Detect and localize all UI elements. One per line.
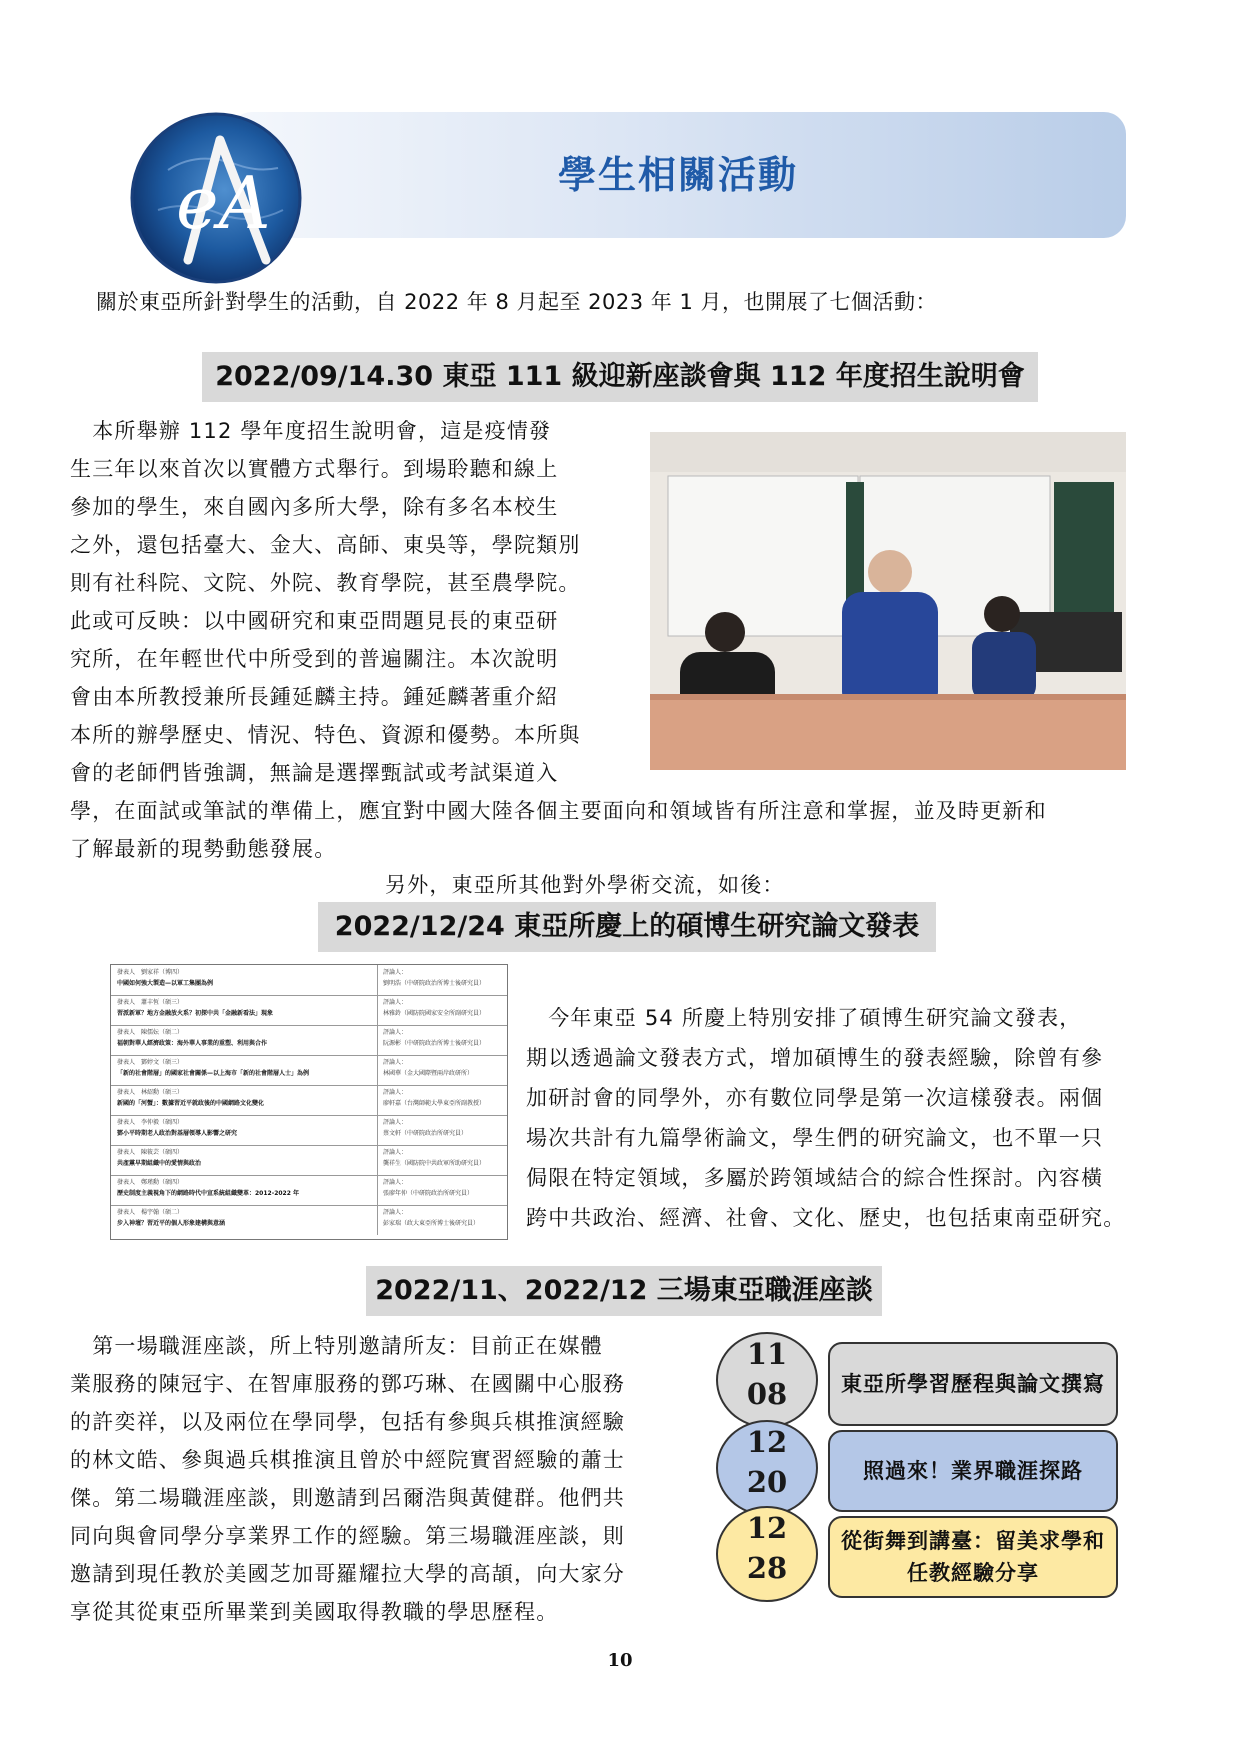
logo-text: eA (176, 161, 271, 245)
text-line: 加研討會的同學外，亦有數位同學是第一次這樣發表。兩個 (526, 1086, 1104, 1110)
text-line: 今年東亞 54 所慶上特別安排了碩博生研究論文發表， (526, 1006, 1082, 1030)
text-line: 此或可反映：以中國研究和東亞問題見長的東亞研 (70, 609, 559, 633)
table-row: 發表人 李仲毅（碩四） 鄧小平時期老人政治對基層領導人影響之研究 評論人： 蔡文軒（中研院政治所研究員） (111, 1115, 507, 1146)
text-line: 業服務的陳冠宇、在智庫服務的鄧巧琳、在國關中心服務 (70, 1372, 625, 1396)
text-line: 的林文皓、參與過兵棋推演且曾於中經院實習經驗的蕭士 (70, 1448, 625, 1472)
page-number: 10 (607, 1650, 633, 1671)
event-photo (650, 432, 1126, 770)
timeline-date-bubble: 12 20 (716, 1420, 818, 1516)
table-row: 發表人 陳筱芸（碩四） 共產黨早期組織中的愛情與政治 評論人： 龔祥生（國防院中共政軍所助研究員） (111, 1145, 507, 1176)
text-line: 則有社科院、文院、外院、教育學院，甚至農學院。 (70, 571, 581, 595)
text-line: 學，在面試或筆試的準備上，應宜對中國大陸各個主要面向和領域皆有所注意和掌握，並及時更新和 (70, 799, 1047, 823)
timeline-event-title: 從街舞到講臺：留美求學和任教經驗分享 (828, 1516, 1118, 1598)
text-line: 傑。第二場職涯座談，則邀請到呂爾浩與黃健群。他們共 (70, 1486, 625, 1510)
text-line: 享從其從東亞所畢業到美國取得教職的學思歷程。 (70, 1600, 559, 1624)
timeline-date-bubble: 11 08 (716, 1332, 818, 1428)
text-line: 會的老師們皆強調，無論是選擇甄試或考試渠道入 (70, 761, 559, 785)
table-row: 發表人 林紹勳（碩三） 新國的「河蟹」：數據習近平就政後的中國網路文化變化 評論人： 廖軒嘉（台灣師範大學東亞所副教授） (111, 1085, 507, 1116)
timeline-date-bubble: 12 28 (716, 1506, 818, 1602)
text-line: 邀請到現任教於美國芝加哥羅耀拉大學的高頡，向大家分 (70, 1562, 625, 1586)
section2-text (526, 998, 1166, 1238)
ea-logo (128, 110, 304, 286)
table-row: 發表人 楊宇翰（碩二） 步入神壇？習近平的個人形象建構與意涵 評論人： 彭家瑞（政大東亞所博士後研究員） (111, 1205, 507, 1235)
section2-heading: 2022/12/24 東亞所慶上的碩博生研究論文發表 (318, 902, 936, 952)
text-line: 場次共計有九篇學術論文，學生們的研究論文，也不單一只 (526, 1126, 1104, 1150)
timeline-event-title: 照過來！業界職涯探路 (828, 1430, 1118, 1512)
text-line: 同向與會同學分享業界工作的經驗。第三場職涯座談，則 (70, 1524, 625, 1548)
text-line: 跨中共政治、經濟、社會、文化、歷史，也包括東南亞研究。 (526, 1206, 1126, 1230)
section1-heading: 2022/09/14.30 東亞 111 級迎新座談會與 112 年度招生說明會 (202, 352, 1038, 402)
text-line: 了解最新的現勢動態發展。 (70, 837, 337, 861)
timeline-event-title: 東亞所學習歷程與論文撰寫 (828, 1342, 1118, 1426)
text-line: 之外，還包括臺大、金大、高師、東吳等，學院類別 (70, 533, 581, 557)
text-line: 的許奕祥，以及兩位在學同學，包括有參與兵棋推演經驗 (70, 1410, 625, 1434)
text-line: 會由本所教授兼所長鍾延麟主持。鍾延麟著重介紹 (70, 685, 559, 709)
career-talk-timeline (716, 1332, 1126, 1602)
page-title: 學生相關活動 (557, 153, 798, 197)
text-line: 期以透過論文發表方式，增加碩博生的發表經驗，除曾有參 (526, 1046, 1104, 1070)
text-line: 本所舉辦 112 學年度招生說明會，這是疫情發 (70, 419, 552, 443)
text-line: 本所的辦學歷史、情況、特色、資源和優勢。本所與 (70, 723, 581, 747)
table-row: 發表人 蕭丰恆（碩三） 習派新軍？地方金融放火系？初探中共「金融新看法」現象 評論人： 林雅鈴（國防院國家安全所副研究員） (111, 995, 507, 1026)
text-line: 侷限在特定領域，多屬於跨領域結合的綜合性探討。內容橫 (526, 1166, 1104, 1190)
table-row: 發表人 陳儒妘（碩二） 福朝對華人經濟政策：海外華人事業的重塑、利用與合作 評論人： 阮源彬（中研院政治所博士後研究員） (111, 1025, 507, 1056)
table-row: 發表人 鄧婷文（碩三） 「新的社會階層」的國家社會關係—以上海市「新的社會階層人士」為例 評論人： 林國華（金大國際暨兩岸政研所） (111, 1055, 507, 1086)
table-row: 發表人 鄭瑾勳（碩四） 歷史制度主義視角下的網路時代中宣系統組織變革：2012-2022 年 評論人： 張廖年仲（中研院政治所研究員） (111, 1175, 507, 1206)
section1-text-full (70, 792, 1170, 868)
presentation-program-table (110, 964, 508, 1240)
text-line: 究所，在年輕世代中所受到的普遍關注。本次說明 (70, 647, 559, 671)
text-line: 參加的學生，來自國內多所大學，除有多名本校生 (70, 495, 559, 519)
section1-text (70, 412, 630, 792)
table-row: 發表人 劉家祥（博四） 中國如何強大製造—以軍工集團為例 評論人： 劉明浩（中研院政治所博士後研究員） (111, 965, 507, 996)
section3-text (70, 1327, 700, 1631)
section3-heading: 2022/11、2022/12 三場東亞職涯座談 (366, 1266, 882, 1316)
section1-transition: 另外，東亞所其他對外學術交流，如後： (385, 873, 785, 897)
text-line: 生三年以來首次以實體方式舉行。到場聆聽和線上 (70, 457, 559, 481)
intro-text: 關於東亞所針對學生的活動，自 2022 年 8 月起至 2023 年 1 月，也開展了七個活動： (96, 290, 938, 314)
text-line: 第一場職涯座談，所上特別邀請所友：目前正在媒體 (70, 1334, 603, 1358)
